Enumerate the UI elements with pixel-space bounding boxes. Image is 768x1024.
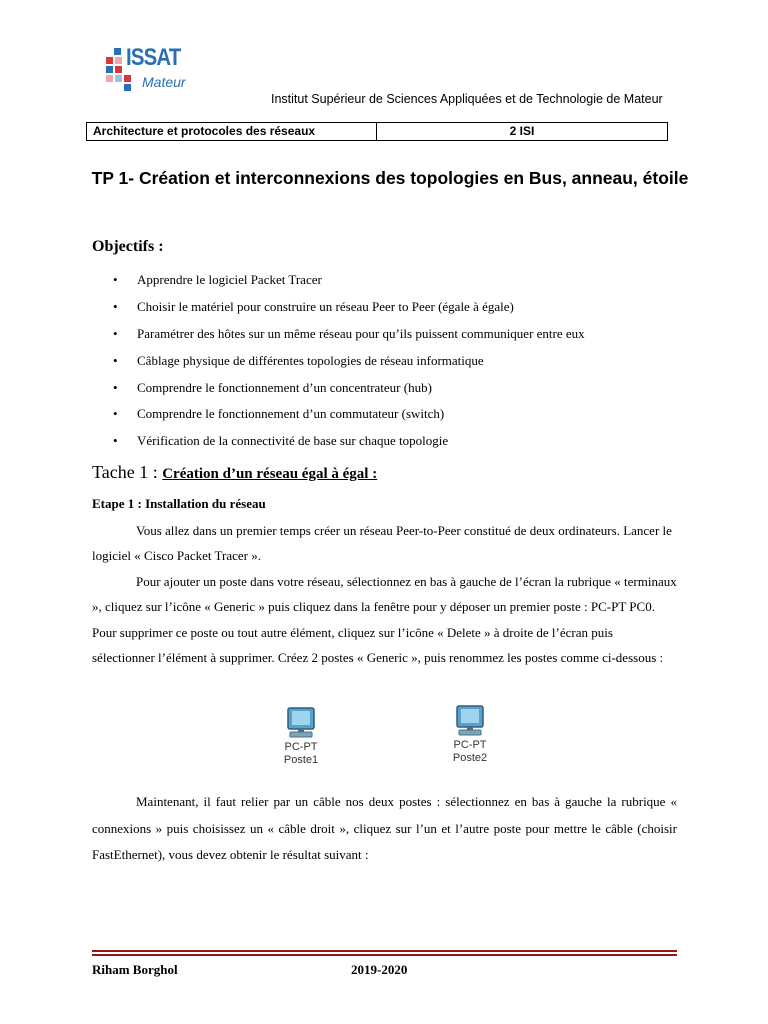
course-name: Architecture et protocoles des réseaux <box>87 123 377 140</box>
list-item: • Apprendre le logiciel Packet Tracer <box>113 270 585 297</box>
issat-logo <box>104 40 224 102</box>
footer-divider <box>92 950 677 958</box>
course-table <box>86 122 668 141</box>
paragraph-intro: Vous allez dans un premier temps créer un réseau Peer-to-Peer constitué de deux ordinateurs. Lancer le logiciel « Cisco Packet Tracer ». <box>92 523 672 564</box>
task-label: Tache 1 : <box>92 462 163 482</box>
course-level: 2 ISI <box>509 124 535 138</box>
task-title: Création d’un réseau égal à égal : <box>162 466 378 482</box>
task-heading <box>92 462 377 483</box>
pc-poste2 <box>445 705 495 765</box>
pc-poste1 <box>276 707 326 767</box>
computer-icon <box>284 707 318 739</box>
list-item: • Vérification de la connectivité de base sur chaque topologie <box>113 431 585 458</box>
pc-name: Poste1 <box>283 754 319 766</box>
list-item: • Comprendre le fonctionnement d’un concentrateur (hub) <box>113 378 585 405</box>
list-item: • Comprendre le fonctionnement d’un commutateur (switch) <box>113 404 585 431</box>
footer-author: Riham Borghol <box>92 962 178 977</box>
logo-subtext: Mateur <box>142 74 186 90</box>
objectifs-list <box>113 270 585 458</box>
footer-year: 2019-2020 <box>351 962 408 977</box>
computer-icon <box>453 705 487 737</box>
institute-name: Institut Supérieur de Sciences Appliquées et de Technologie de Mateur <box>271 92 663 106</box>
pc-name: Poste2 <box>452 752 488 764</box>
list-item: • Paramétrer des hôtes sur un même réseau pour qu’ils puissent communiquer entre eux <box>113 324 585 351</box>
objectifs-heading: Objectifs : <box>92 238 164 255</box>
list-item: • Câblage physique de différentes topologies de réseau informatique <box>113 351 585 378</box>
paragraph-connect: Maintenant, il faut relier par un câble nos deux postes : sélectionnez en bas à gauche la rubrique « connexions » puis choisissez un « câble droit », cliquez sur l’un et l’autre poste pour mettre le câble (choisir FastEthernet), vous devez obtenir le résultat suivant : <box>92 794 677 862</box>
step-heading: Etape 1 : Installation du réseau <box>92 496 266 511</box>
pc-type: PC-PT <box>284 741 318 753</box>
page-title: TP 1- Création et interconnexions des topologies en Bus, anneau, étoile <box>91 168 689 188</box>
pc-type: PC-PT <box>453 739 487 751</box>
paragraph-add-post: Pour ajouter un poste dans votre réseau, sélectionnez en bas à gauche de l’écran la rubrique « terminaux », cliquez sur l’icône « Generic » puis cliquez dans la fenêtre pour y déposer un premier poste : PC-PT PC0. Pour supprimer ce poste ou tout autre élément, cliquez sur l’icône « Delete » à droite de l’écran puis sélectionner l’élément à supprimer. Créez 2 postes « Generic », puis renommez les postes comme ci-dessous : <box>92 574 677 666</box>
logo-text: ISSAT <box>126 44 181 71</box>
list-item: • Choisir le matériel pour construire un réseau Peer to Peer (égale à égale) <box>113 297 585 324</box>
